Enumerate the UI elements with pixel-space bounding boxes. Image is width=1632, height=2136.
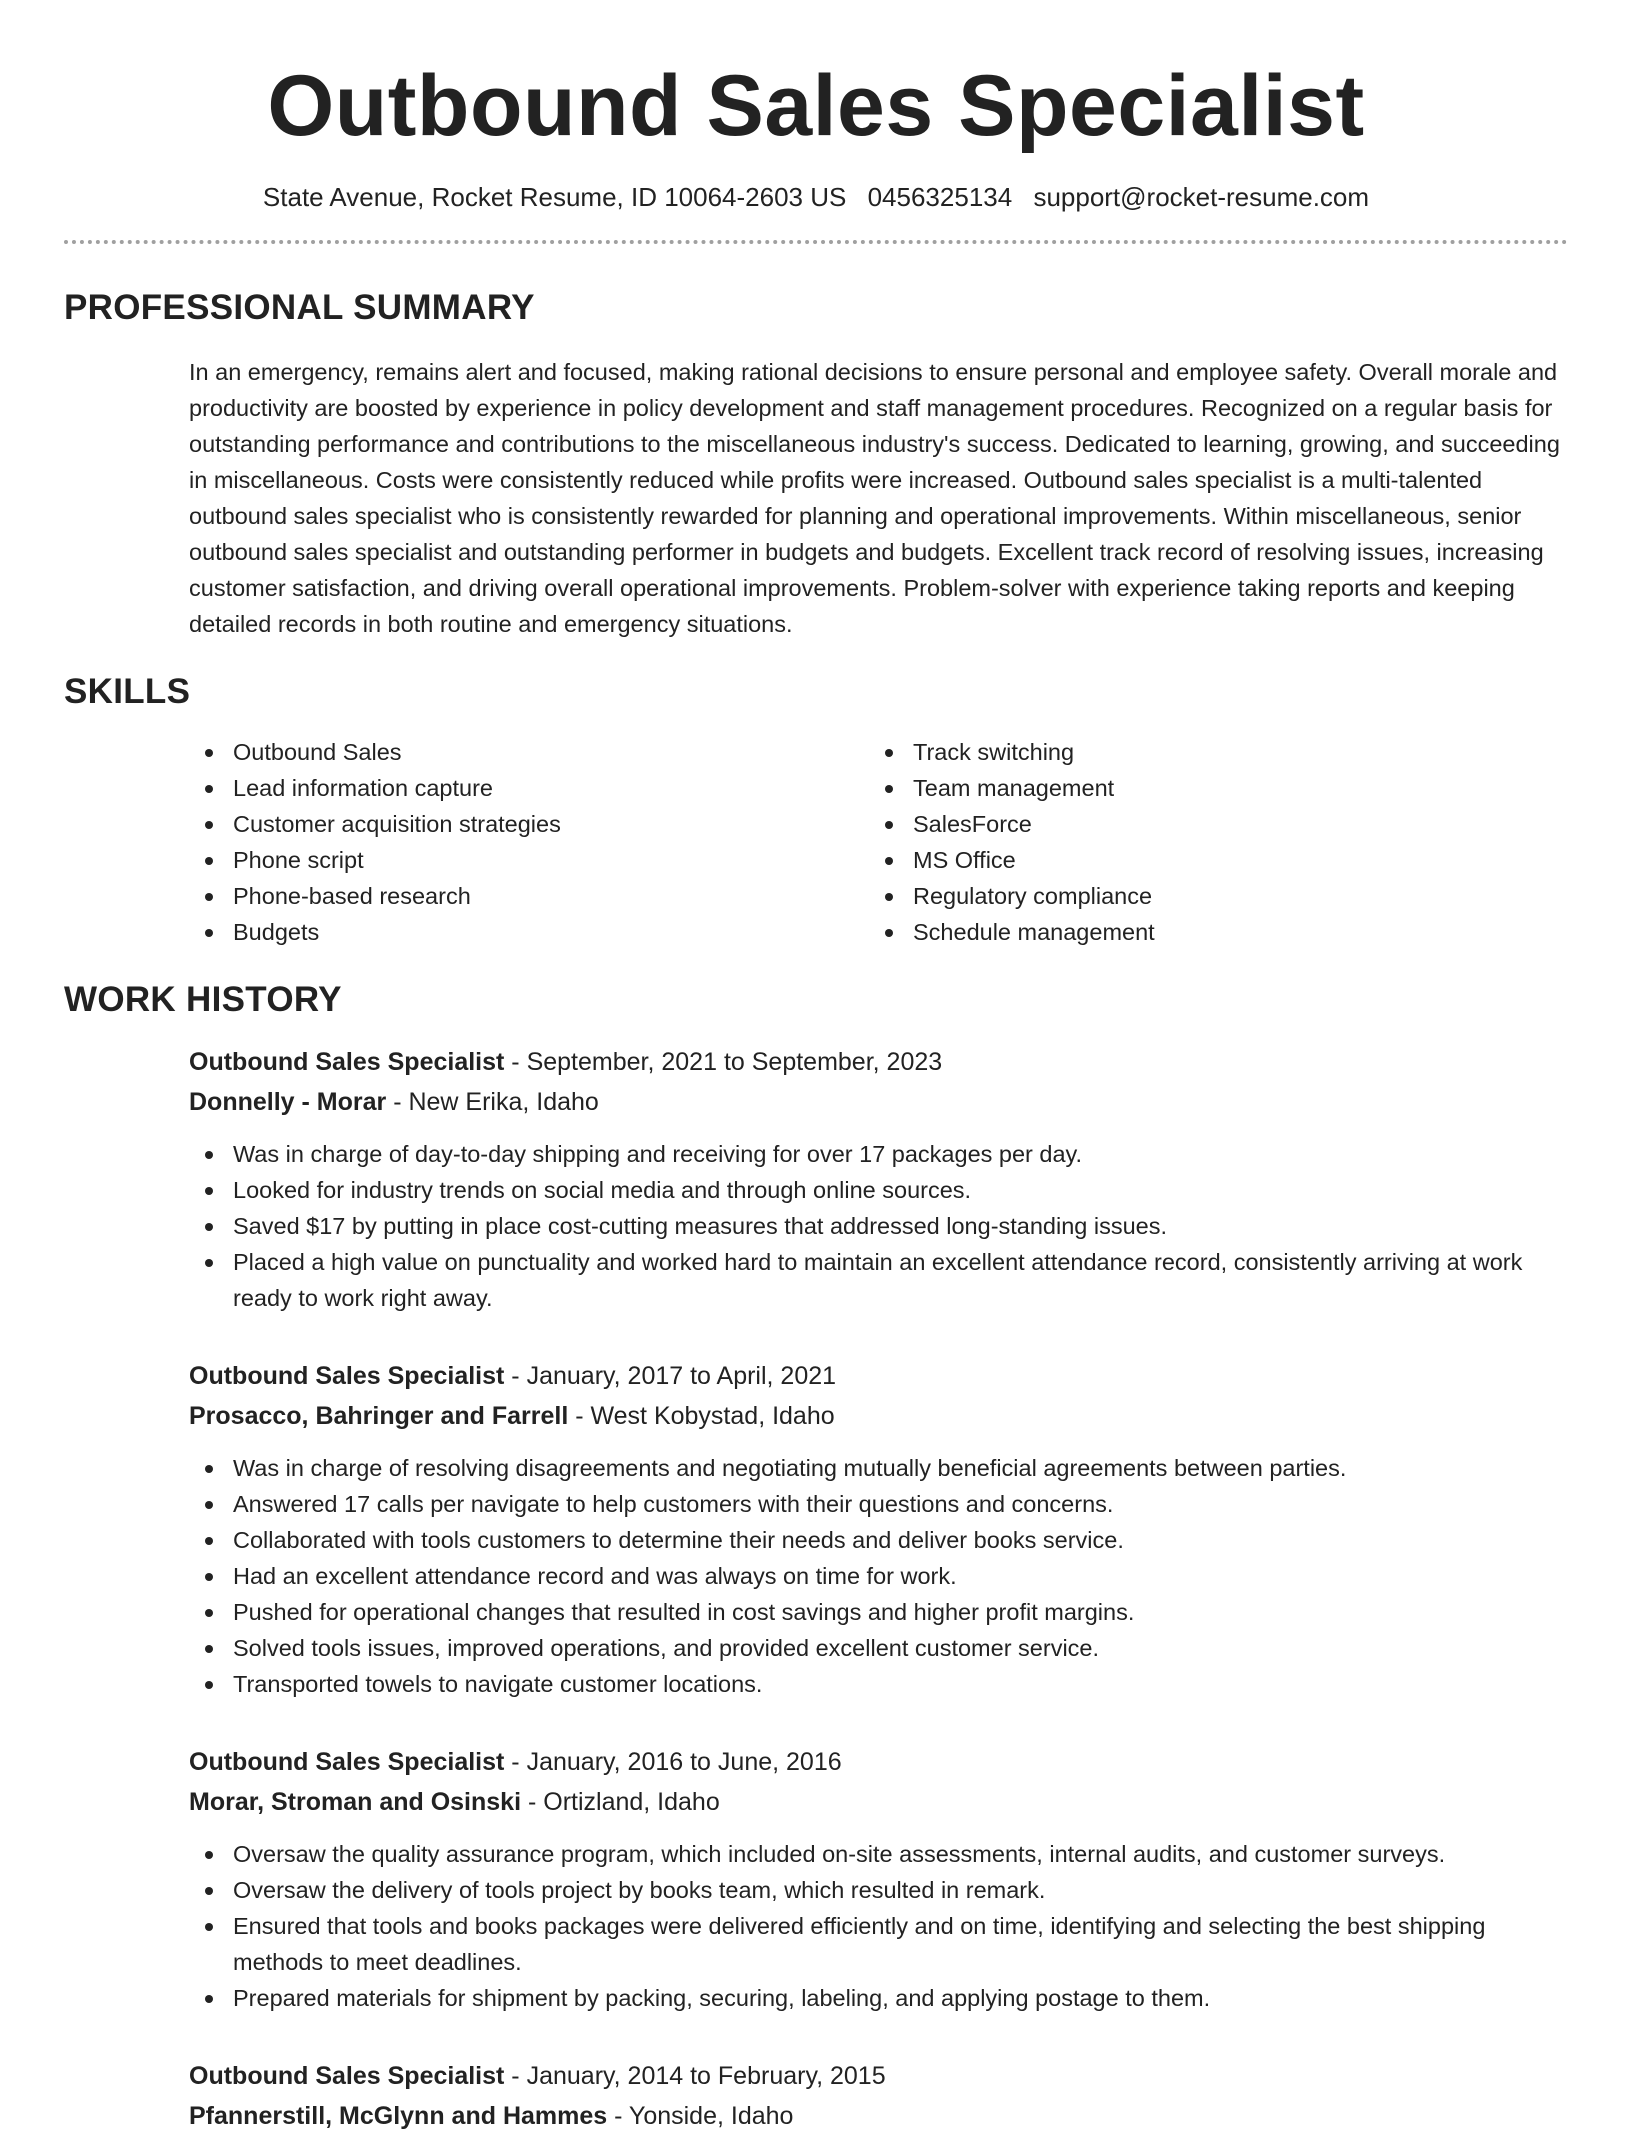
skill-item: Customer acquisition strategies bbox=[189, 806, 869, 842]
job-entry bbox=[189, 1356, 1568, 1702]
skill-item: Budgets bbox=[189, 914, 869, 950]
job-location: - West Kobystad, Idaho bbox=[568, 1402, 835, 1430]
skill-item: Phone-based research bbox=[189, 878, 869, 914]
skill-item: Track switching bbox=[869, 734, 1549, 770]
skill-item: MS Office bbox=[869, 842, 1549, 878]
job-dates: - January, 2014 to February, 2015 bbox=[504, 2062, 886, 2090]
job-company: Pfannerstill, McGlynn and Hammes bbox=[189, 2102, 608, 2130]
contact-email: support@rocket-resume.com bbox=[1033, 182, 1370, 212]
job-title-line bbox=[189, 2056, 1568, 2096]
skills-column-left bbox=[189, 734, 869, 950]
skills-heading: SKILLS bbox=[64, 672, 191, 711]
job-role: Outbound Sales Specialist bbox=[189, 1748, 505, 1776]
job-location: - Yonside, Idaho bbox=[607, 2102, 794, 2130]
job-dates: - September, 2021 to September, 2023 bbox=[504, 1048, 943, 1076]
job-bullets bbox=[189, 1450, 1568, 1702]
job-company: Prosacco, Bahringer and Farrell bbox=[189, 1402, 569, 1430]
job-bullet: Placed a high value on punctuality and worked hard to maintain an excellent attendance record, consistently arriving at work ready to work right away. bbox=[189, 1244, 1568, 1316]
skill-item: Phone script bbox=[189, 842, 869, 878]
job-entry bbox=[189, 1042, 1568, 1316]
candidate-name: Outbound Sales Specialist bbox=[267, 58, 1365, 154]
job-dates: - January, 2017 to April, 2021 bbox=[504, 1362, 837, 1390]
job-company: Donnelly - Morar bbox=[189, 1088, 387, 1116]
skill-item: Schedule management bbox=[869, 914, 1549, 950]
job-location: - Ortizland, Idaho bbox=[521, 1788, 720, 1816]
job-bullet: Ensured that tools and books packages were delivered efficiently and on time, identifying and selecting the best shipping methods to meet deadlines. bbox=[189, 1908, 1568, 1980]
job-bullet: Prepared materials for shipment by packing, securing, labeling, and applying postage to them. bbox=[189, 1980, 1568, 2016]
job-bullet: Saved $17 by putting in place cost-cutting measures that addressed long-standing issues. bbox=[189, 1208, 1568, 1244]
skills-list bbox=[64, 734, 1568, 950]
job-title-line bbox=[189, 1042, 1568, 1082]
header-divider bbox=[64, 240, 1568, 244]
job-bullet: Had an excellent attendance record and was always on time for work. bbox=[189, 1558, 1568, 1594]
job-company-line bbox=[189, 2096, 1568, 2136]
job-company-line bbox=[189, 1396, 1568, 1436]
contact-address: State Avenue, Rocket Resume, ID 10064-2603 US bbox=[262, 182, 847, 212]
summary-heading: PROFESSIONAL SUMMARY bbox=[64, 288, 535, 327]
work-heading: WORK HISTORY bbox=[64, 980, 342, 1019]
job-bullet: Oversaw the quality assurance program, which included on-site assessments, internal audits, and customer surveys. bbox=[189, 1836, 1568, 1872]
job-bullet: Was in charge of day-to-day shipping and receiving for over 17 packages per day. bbox=[189, 1136, 1568, 1172]
contact-line bbox=[64, 180, 1568, 214]
job-title-line bbox=[189, 1356, 1568, 1396]
job-bullet: Answered 17 calls per navigate to help customers with their questions and concerns. bbox=[189, 1486, 1568, 1522]
job-company: Morar, Stroman and Osinski bbox=[189, 1788, 522, 1816]
job-company-line bbox=[189, 1082, 1568, 1122]
job-dates: - January, 2016 to June, 2016 bbox=[504, 1748, 842, 1776]
job-bullets bbox=[189, 1836, 1568, 2016]
skills-column-right bbox=[869, 734, 1549, 950]
job-bullet: Was in charge of resolving disagreements and negotiating mutually beneficial agreements between parties. bbox=[189, 1450, 1568, 1486]
job-company-line bbox=[189, 1782, 1568, 1822]
job-bullet: Solved tools issues, improved operations, and provided excellent customer service. bbox=[189, 1630, 1568, 1666]
job-bullet: Collaborated with tools customers to determine their needs and deliver books service. bbox=[189, 1522, 1568, 1558]
job-entry bbox=[189, 2056, 1568, 2136]
skill-item: Regulatory compliance bbox=[869, 878, 1549, 914]
job-bullet: Transported towels to navigate customer locations. bbox=[189, 1666, 1568, 1702]
job-role: Outbound Sales Specialist bbox=[189, 1048, 505, 1076]
summary-text: In an emergency, remains alert and focused, making rational decisions to ensure personal and employee safety. Overall morale and productivity are boosted by experience in policy development and staff management procedures. Recognized on a regular basis for outstanding performance and contributions to the miscellaneous industry's success. Dedicated to learning, growing, and succeeding in miscellaneous. Costs were consistently reduced while profits were increased. Outbound sales specialist is a multi-talented outbound sales specialist who is consistently rewarded for planning and operational improvements. Within miscellaneous, senior outbound sales specialist and outstanding performer in budgets and budgets. Excellent track record of resolving issues, increasing customer satisfaction, and driving overall operational improvements. Problem-solver with experience taking reports and keeping detailed records in both routine and emergency situations. bbox=[189, 359, 1560, 637]
contact-phone: 0456325134 bbox=[867, 182, 1013, 212]
skill-item: Lead information capture bbox=[189, 770, 869, 806]
job-role: Outbound Sales Specialist bbox=[189, 1362, 505, 1390]
skill-item: Outbound Sales bbox=[189, 734, 869, 770]
work-history-list bbox=[64, 1042, 1568, 2136]
job-role: Outbound Sales Specialist bbox=[189, 2062, 505, 2090]
job-bullet: Pushed for operational changes that resulted in cost savings and higher profit margins. bbox=[189, 1594, 1568, 1630]
job-title-line bbox=[189, 1742, 1568, 1782]
skill-item: SalesForce bbox=[869, 806, 1549, 842]
skill-item: Team management bbox=[869, 770, 1549, 806]
job-bullets bbox=[189, 1136, 1568, 1316]
job-entry bbox=[189, 1742, 1568, 2016]
job-location: - New Erika, Idaho bbox=[386, 1088, 599, 1116]
job-bullet: Looked for industry trends on social media and through online sources. bbox=[189, 1172, 1568, 1208]
job-bullet: Oversaw the delivery of tools project by books team, which resulted in remark. bbox=[189, 1872, 1568, 1908]
